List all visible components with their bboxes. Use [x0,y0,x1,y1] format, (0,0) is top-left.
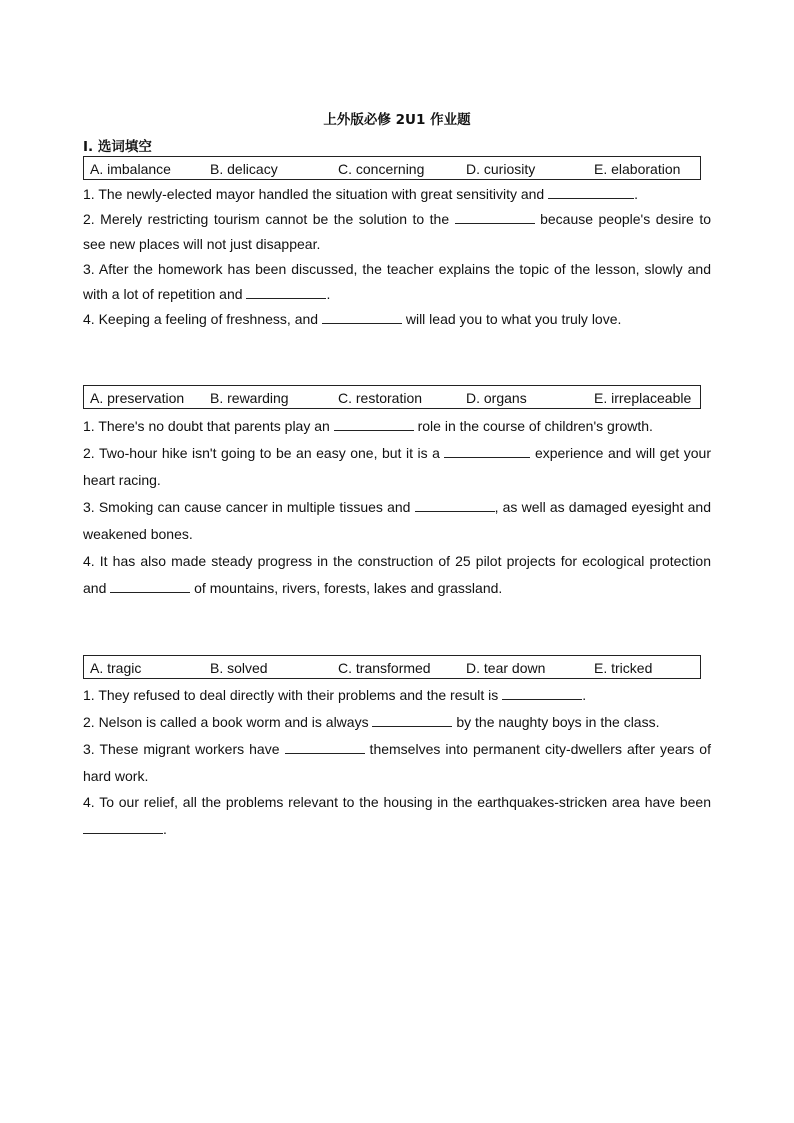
word-option: E. tricked [594,660,653,676]
question: 1. They refused to deal directly with their problems and the result is . [83,687,587,703]
question: 2. Merely restricting tourism cannot be the solution to the because people's desire to see new places will not just disappear. [83,211,711,252]
answer-blank[interactable] [246,286,326,299]
question: 3. These migrant workers have themselves into permanent city-dwellers after years of hard work. [83,741,711,784]
word-bank-3 [83,655,701,679]
word-option: B. delicacy [210,161,278,177]
question: 1. The newly-elected mayor handled the situation with great sensitivity and . [83,186,639,202]
question: 3. Smoking can cause cancer in multiple tissues and , as well as damaged eyesight and weakened bones. [83,499,711,542]
question: 2. Two-hour hike isn't going to be an easy one, but it is a experience and will get your heart racing. [83,445,711,488]
answer-blank[interactable] [322,311,402,324]
question: 2. Nelson is called a book worm and is always by the naughty boys in the class. [83,714,660,730]
word-option: A. tragic [90,660,142,676]
answer-blank[interactable] [548,186,634,199]
question: 4. To our relief, all the problems relevant to the housing in the earthquakes-stricken area have been . [83,794,711,837]
question: 4. It has also made steady progress in the construction of 25 pilot projects for ecological protection and of mountains, rivers, forests, lakes and grassland. [83,553,711,596]
question: 4. Keeping a feeling of freshness, and will lead you to what you truly love. [83,311,622,327]
word-bank-2 [83,385,701,409]
word-bank-1 [83,156,701,180]
page-title: 上外版必修 2U1 作业题 [323,112,471,128]
answer-blank[interactable] [444,445,530,458]
answer-blank[interactable] [502,687,582,700]
answer-blank[interactable] [83,821,163,834]
word-option: E. elaboration [594,161,681,177]
word-option: E. irreplaceable [594,390,692,406]
answer-blank[interactable] [334,418,414,431]
answer-blank[interactable] [415,499,495,512]
answer-blank[interactable] [372,714,452,727]
answer-blank[interactable] [110,580,190,593]
word-option: A. imbalance [90,161,171,177]
word-option: B. solved [210,660,268,676]
word-option: C. restoration [338,390,423,406]
word-option: A. preservation [90,390,185,406]
word-option: D. tear down [466,660,546,676]
answer-blank[interactable] [285,741,365,754]
word-option: C. concerning [338,161,425,177]
section-heading: I. 选词填空 [83,139,152,155]
word-option: D. organs [466,390,527,406]
word-option: D. curiosity [466,161,536,177]
question: 3. After the homework has been discussed, the teacher explains the topic of the lesson, slowly and with a lot of repetition and . [83,261,711,302]
word-option: C. transformed [338,660,431,676]
answer-blank[interactable] [455,211,535,224]
question: 1. There's no doubt that parents play an role in the course of children's growth. [83,418,653,434]
word-option: B. rewarding [210,390,289,406]
